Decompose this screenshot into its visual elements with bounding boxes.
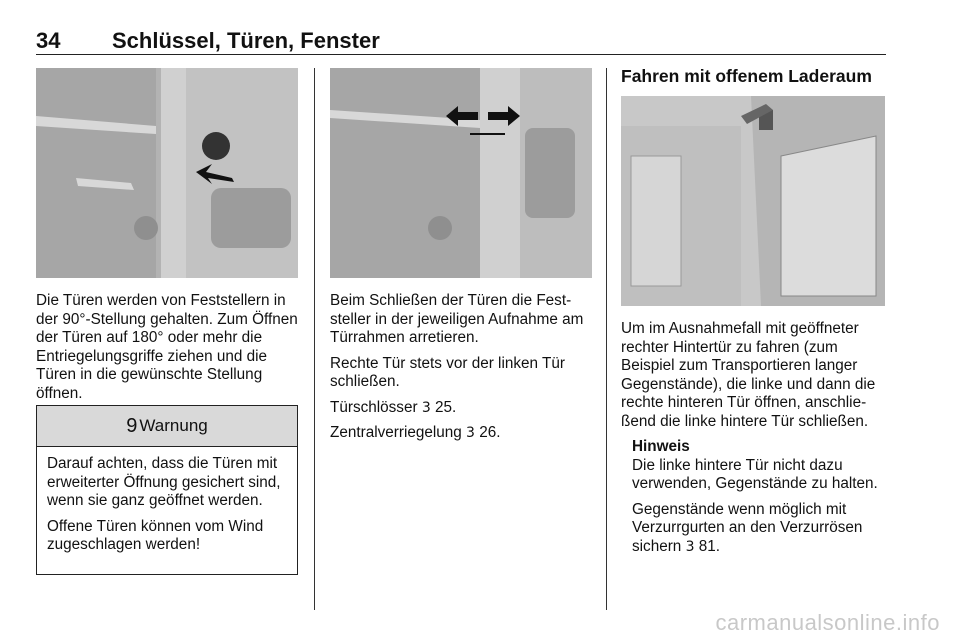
page-ref-icon: 3 bbox=[685, 538, 695, 555]
chapter-title: Schlüssel, Türen, Fenster bbox=[112, 28, 380, 53]
figure-door-stopper bbox=[36, 68, 298, 278]
column-divider-1 bbox=[314, 68, 315, 610]
section-title: Fahren mit offenem Laderaum bbox=[621, 66, 872, 86]
reference-page: 26. bbox=[479, 424, 501, 441]
figure-cargo-area bbox=[621, 96, 885, 306]
warning-paragraph-1: Darauf achten, dass die Türen mit erweiterter Öffnung gesichert sind, wenn sie ganz geöffnet werden. bbox=[47, 455, 281, 509]
reference-central-locking[interactable] bbox=[330, 424, 594, 443]
note-paragraph-2 bbox=[632, 501, 891, 557]
note-label: Hinweis bbox=[632, 438, 690, 455]
figure-door-hinge bbox=[330, 68, 592, 278]
page-ref-icon: 3 bbox=[421, 399, 431, 416]
paragraph-right-door-first: Rechte Tür stets vor der linken Tür schließen. bbox=[330, 354, 565, 390]
paragraph-open-cargo: Um im Ausnahmefall mit geöffneter rechter Hintertür zu fahren (zum Beispiel zum Transportieren langer Gegenstände), die linke und dann die rechte hinteren Tür öffnen, anschlie-ßend die linke hintere Tür schließen. bbox=[621, 320, 876, 430]
column-2 bbox=[330, 292, 594, 450]
reference-page: 25. bbox=[434, 398, 457, 416]
column-1 bbox=[36, 292, 300, 410]
warning-box bbox=[36, 405, 298, 575]
column-3 bbox=[621, 320, 891, 563]
note-paragraph-1: Die linke hintere Tür nicht dazu verwenden, Gegenstände zu halten. bbox=[632, 456, 878, 492]
page-number: 34 bbox=[36, 28, 61, 53]
note-block bbox=[621, 438, 891, 556]
page-ref-icon: 3 bbox=[466, 425, 475, 441]
paragraph-door-holders: Die Türen werden von Feststellern in der 90°-Stellung gehalten. Zum Öffnen der Türen auf 180° oder mehr die Entriegelungsgriffe ziehen und die Türen in die gewünschte Stellung öffnen. bbox=[36, 292, 298, 402]
note-text: Gegenstände wenn möglich mit Verzurrgurten an den Verzurrösen sichern bbox=[632, 500, 863, 555]
warning-paragraph-2: Offene Türen können vom Wind zugeschlagen werden! bbox=[47, 517, 264, 553]
column-divider-2 bbox=[606, 68, 607, 610]
paragraph-closing: Beim Schließen der Türen die Fest-steller in der jeweiligen Aufnahme am Türrahmen arretieren. bbox=[330, 292, 584, 346]
warning-header bbox=[37, 406, 297, 447]
reference-door-locks[interactable] bbox=[330, 399, 594, 418]
watermark: carmanualsonline.info bbox=[715, 610, 940, 635]
warning-body bbox=[37, 447, 297, 555]
warning-icon: 9 bbox=[126, 414, 138, 437]
page-header bbox=[36, 28, 886, 55]
warning-title: Warnung bbox=[139, 416, 208, 435]
reference-text: Zentralverriegelung bbox=[330, 424, 462, 441]
note-page[interactable]: 81. bbox=[698, 537, 720, 555]
reference-text: Türschlösser bbox=[330, 398, 418, 416]
